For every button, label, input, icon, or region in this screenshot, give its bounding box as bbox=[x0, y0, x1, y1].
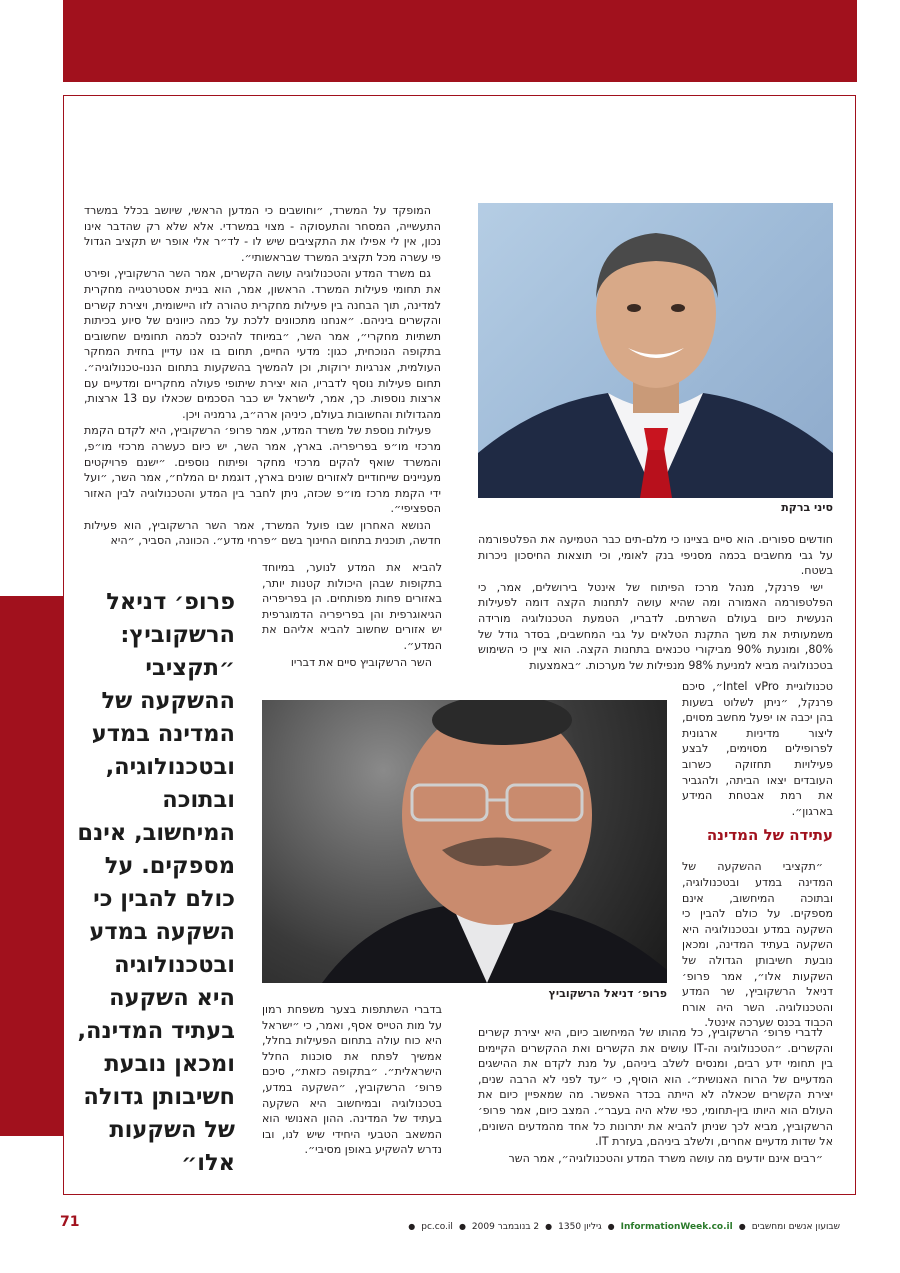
footer-site-2: pc.co.il bbox=[421, 1222, 453, 1232]
paragraph: ״רבים אינם יודעים מה עושה משרד המדע והטכנולוגיה״, אמר השר bbox=[508, 1151, 823, 1165]
page-number: 71 bbox=[60, 1214, 80, 1230]
top-color-band bbox=[63, 0, 857, 82]
paragraph: להביא את המדע לנוער, במיוחד בתקופות שבהן היכולות קטנות יותר, באזורים פחות מפותחים. הן בפריפריה הגיאוגרפית והן בפריפריה הדמוגרפית יש אזורים שחשוב להביא אליהם את המדע״. bbox=[262, 561, 442, 652]
footer-issue: גיליון 1350 bbox=[558, 1222, 602, 1232]
paragraph: השר הרשקוביץ סיים את דבריו bbox=[290, 655, 432, 669]
paragraph: המופקד על המשרד, ״וחושבים כי המדען הראשי, שיושב בכלל במשרד התעשייה, המסחר והתעסוקה - מצוי במשרדי. אלא שלא רק שהדבר אינו נכון, אין לי אפילו את התקציבים שיש לו - לד״ר אלי אופר יש תקציב הגדול פי עשרה מכל תקציב המשרד שבראשותי״. bbox=[84, 204, 441, 264]
article-column-left-narrow bbox=[262, 560, 442, 670]
article-column-left-bottom bbox=[262, 1002, 442, 1158]
portrait-illustration bbox=[262, 700, 667, 983]
bullet-icon: ● bbox=[738, 1222, 746, 1231]
photo-daniel-hershkowitz bbox=[262, 700, 667, 983]
paragraph: טכנולוגיית Intel vPro״, סיכם פרנקל, ״ניתן לשלוט בשעות בהן יכבה או יפעל מחשב מסוים, ליצור מדיניות ארגונית לפרופילים מסוימים, לבצע פעילויות תחזוקה כשרוב העובדים יצאו הביתה, ולהגביר את רמת אבטחת המידע בארגון״. bbox=[682, 680, 833, 818]
photo-caption: סיני ברקת bbox=[781, 501, 833, 514]
paragraph: ״תקציבי ההשקעה של המדינה במדע ובטכנולוגיה, ובתוכה המיחשוב, אינם מספקים. על כולם להבין כי השקעה במדע ובטכנולוגיה היא השקעה בעתיד המדינה, ומכאן נובעת חשיבותן הגדולה של השקעות אלו״, אמר פרופ׳ דניאל הרשקוביץ, שר המדע והטכנולוגיה. השר היה אורח הכבוד בכנס שערכה אינטל. bbox=[682, 860, 833, 1030]
footer-publication: שבועון אנשים ומחשבים bbox=[751, 1222, 840, 1232]
paragraph: בדברי השתתפות בצער משפחת רמון על מות הטייס אסף, ואמר, כי ״ישראל היא כוח עולה בתחום הפעילות בחלל, אמשיך לפתח את סוכנות החלל הישראלית״. ״בתקופה כזאת״, סיכם פרופ׳ הרשקוביץ, ״השקעה במדע, בטכנולוגיה ובמיחשוב היא השקעה בעתיד של המדינה. ההון האנושי הוא המשאב הטבעי היחידי שיש לנו, ובו נדרש להשקיע באופן מסיבי״. bbox=[262, 1003, 442, 1157]
paragraph: פעילות נוספת של משרד המדע, אמר פרופ׳ הרשקוביץ, היא לקדם הקמת מרכזי מו״פ בפריפריה. בארץ, אמר השר, יש כיום כעשרה מרכזי מו״פ, והמשרד שואף להקים מרכזי מחקר ופיתוח נוספים. ״ישנם פרויקטים מעניינים שייחודיים לאזורים שונים בארץ, דוגמת ים המלח״, אמר השר, ״ועל ידי הקמת מרכז מו״פ שכזה, ניתן לחבר בין המדע והטכנולוגיה לבין האזור הספציפי״. bbox=[84, 424, 441, 516]
portrait-illustration bbox=[478, 203, 833, 498]
paragraph: ישי פרנקל, מנהל מרכז הפיתוח של אינטל בירושלים, אמר, כי הפלטפורמה האמורה ומה שהיא עושה לתחנות הקצה דומה לפעילות הנעשית כיום בעולם השרתים. לדבריו, הטמעת הטכנולוגיה מורידה משמעותית את משך התקנת הטלאים על גבי המחשבים, בסדר גודל של 80%, ומונעת 90% מביקורי טכנאים בתחנות הקצה. הוא ציין כי השימוש בטכנולוגיה מביא למניעת 98% מנפילות של מערכות. ״באמצעות bbox=[478, 580, 833, 672]
bullet-icon: ● bbox=[408, 1222, 416, 1231]
side-color-band bbox=[0, 596, 63, 1136]
footer-date: 2 בנובמבר 2009 bbox=[471, 1222, 540, 1232]
bullet-icon: ● bbox=[545, 1222, 553, 1231]
bullet-icon: ● bbox=[607, 1222, 615, 1231]
article-column-right-c bbox=[478, 1025, 833, 1166]
photo-sinai-barkat bbox=[478, 203, 833, 498]
section-subheading: עתידה של המדינה bbox=[706, 826, 833, 844]
article-column-left-top bbox=[84, 203, 441, 549]
article-column-right-a bbox=[478, 532, 833, 673]
paragraph: חודשים ספורים. הוא סיים בציינו כי מלם-תים כבר הטמיעה את הפלטפורמה על גבי מחשבים בכמה מסניפי בנק לאומי, וכי תוצאות החיסכון ניכרות בשטח. bbox=[478, 533, 833, 578]
article-column-right-b bbox=[682, 679, 833, 1031]
paragraph: הנושא האחרון שבו פועל המשרד, אמר השר הרשקוביץ, הוא פעילות חדשה, תוכנית בתחום החינוך בשם ״פרחי מדע״. הכוונה, הסביר, ״היא bbox=[84, 518, 441, 548]
paragraph: לדברי פרופ׳ הרשקוביץ, כל מהותו של המיחשוב כיום, היא יצירת קשרים והקשרים. ״הטכנולוגיה וה-IT עושים את הקשרים ואת ההקשרים הקיימים בין תחומי ידע רבים, ומנסים לשלב ביניהם, על מנת לקדם את ההישגים המדעיים של הרוח האנושית״. הוא הוסיף, כי ״עד לפני לא הרבה שנים, יצירת הקשרים שכאלה לא הייתה בכדר האפשר. מה שמאפיין כיום את העולם הוא היותו בין-תחומי, כפי שלא היה בעבר״. המצב כיום, אמר פרופ׳ הרשקוביץ, מביא לכך שניתן להביא את יתרונות כל אחד מהמדעים השונים, אל שדות מדעיים אחרים, ולשלב ביניהם, בעזרת IT. bbox=[478, 1026, 834, 1149]
photo-caption: פרופ׳ דניאל הרשקוביץ bbox=[548, 987, 667, 1000]
pull-quote: פרופ׳ דניאל הרשקוביץ: ״תקציבי ההשקעה של המדינה במדע ובטכנולוגיה, ובתוכה המיחשוב, אינם מספקים. על כולם להבין כי השקעה במדע ובטכנולוגיה היא השקעה בעתיד המדינה, ומכאן נובעת חשיבותן גדולה של השקעות אלו״ bbox=[77, 589, 235, 1176]
footer-site: InformationWeek.co.il bbox=[620, 1222, 733, 1232]
bullet-icon: ● bbox=[458, 1222, 466, 1231]
paragraph: גם משרד המדע והטכנולוגיה עושה הקשרים, אמר השר הרשקוביץ, ופירט את תחומי פעילות המשרד. הראשון, אמר, הוא בניית אסטרטגייה מחקרית למדינה, תוך הבחנה בין פעילות מחקרית טהורה לזו היישומית, ויצירת קשרים והקשרים ביניהם. ״אנחנו מתכוונים ללכת על כמה כיוונים של סיוע בכיתות תשתיות מחקרי״, אמר השר, ״במיוחד להיכנס לכמה תחומים שחשובים בתקופה הנוכחית, כגון: מדעי החיים, תחום בו אנו עדיין בחזית המחקר העולמית, אנרגיות ירוקות, וכן להמשיך בהשקעות בתחום הננו-טכנולוגיה״. תחום פעילות נוסף לדבריו, הוא יצירת שיתופי פעולה מחקריים ומדעיים עם ארצות נוספות. כך, אמר, לישראל יש כבר הסכמים שכאלו עם 13 ארצות, מהגדולות והחשובות בעולם, כיניהן ארה״ב, גרמניה ויכן. bbox=[84, 267, 441, 421]
page-footer bbox=[60, 1218, 840, 1236]
